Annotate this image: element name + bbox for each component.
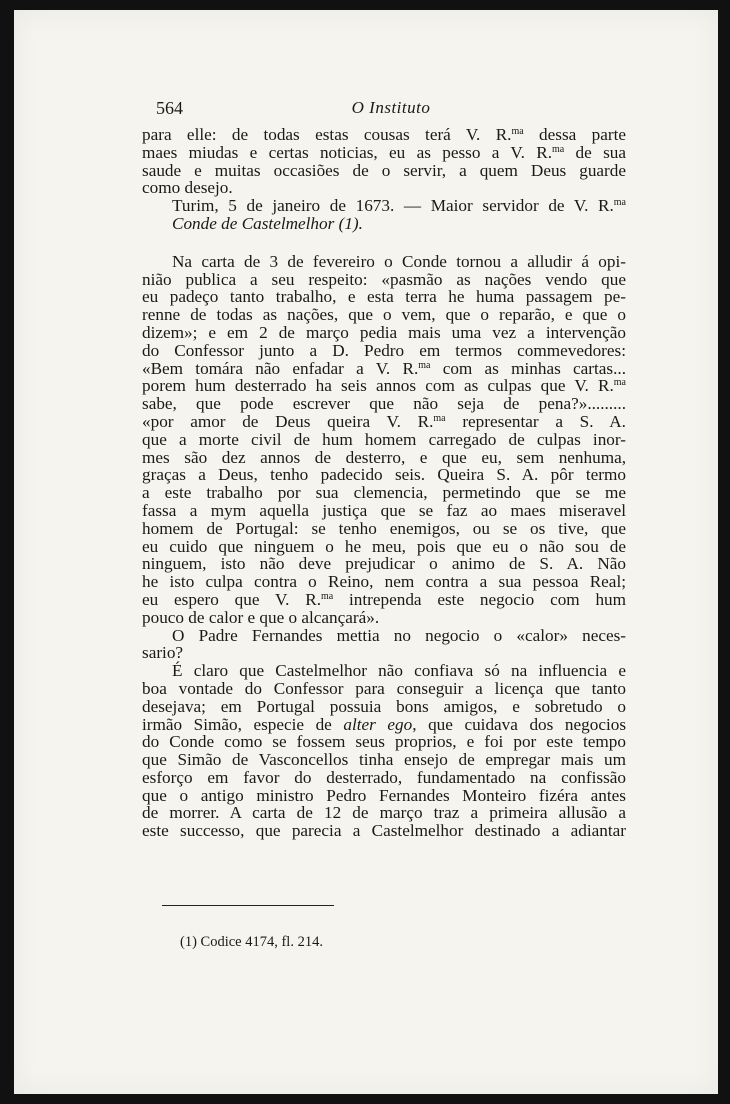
text-line: porem hum desterrado ha seis annos com as culpas que V. R.$^{ma}$	[142, 376, 626, 396]
text-line: que Simão de Vasconcellos tinha ensejo de empregar mais um	[142, 750, 626, 770]
text-line: pouco de calor e que o alcançará».	[142, 607, 380, 627]
footnote: (1) Codice 4174, fl. 214.	[180, 934, 323, 950]
text-line: sabe, que pode escrever que não seja de pena?».........	[142, 394, 626, 414]
paragraph-second	[142, 253, 626, 627]
text-line: maes miudas e certas noticias, eu as pesso a V. R.$^{ma}$ de sua	[142, 142, 626, 162]
text-line: para elle: de todas estas cousas terá V. R.$^{ma}$ dessa parte	[142, 125, 626, 144]
signature: Conde de Castelmelhor (1).	[172, 213, 363, 233]
running-title: O Instituto	[351, 98, 431, 117]
text-line: «Bem tomára não enfadar a V. R.$^{ma}$ com as minhas cartas...	[142, 358, 626, 378]
text-line: do Confessor junto a D. Pedro em termos commevedores:	[142, 340, 626, 360]
dateline: Turim, 5 de janeiro de 1673. — Maior servidor de V. R.$^{ma}$	[172, 196, 626, 216]
text-line: eu padeço tanto trabalho, e esta terra he huma passagem pe-	[142, 287, 626, 307]
text-line: irmão Simão, especie de alter ego, que cuidava dos negocios	[142, 714, 627, 734]
text-line: dizem»; e em 2 de março pedia mais uma vez a intervenção	[142, 322, 626, 342]
text-line: saude e muitas occasiões de o servir, a quem Deus guarde	[142, 160, 626, 180]
text-line: que o antigo ministro Pedro Fernandes Monteiro fizéra antes	[142, 785, 626, 805]
page-number: 564	[156, 98, 183, 118]
page-header	[156, 98, 626, 122]
text-line: mes são dez annos de desterro, e que eu, sem nenhuma,	[142, 447, 626, 467]
text-line: renne de todas as nações, que o vem, que o reparão, e que o	[142, 305, 626, 325]
text-line: sario?	[142, 643, 184, 663]
text-line: fassa a mym aquella justiça que se faz ao maes miseravel	[142, 500, 626, 520]
body-text	[142, 126, 626, 840]
text-line: O Padre Fernandes mettia no negocio o «calor» neces-	[172, 625, 626, 645]
text-line: esforço em favor do desterrado, fundamentado na confissão	[142, 767, 626, 787]
text-line: eu espero que V. R.$^{ma}$ intrependa este negocio com hum	[142, 589, 627, 609]
paragraph-letter-closing	[142, 126, 626, 233]
text-line: he isto culpa contra o Reino, nem contra a sua pessoa Real;	[142, 572, 626, 592]
paragraph-gap	[142, 233, 626, 253]
text-line: como desejo.	[142, 178, 233, 198]
paragraph-fourth	[142, 662, 626, 840]
text-line: este successo, que parecia a Castelmelhor destinado a adiantar	[142, 821, 626, 841]
text-line: homem de Portugal: se tenho enemigos, ou se os tive, que	[142, 518, 626, 538]
text-line: nião publica a seu respeito: «pasmão as nações vendo que	[142, 269, 626, 289]
text-line: a este trabalho por sua clemencia, permetindo que se me	[142, 483, 626, 503]
paragraph-third	[142, 627, 626, 663]
text-line: «por amor de Deus queira V. R.$^{ma}$ representar a S. A.	[142, 411, 626, 431]
text-line: que a morte civil de hum homem carregado de culpas inor-	[142, 429, 626, 449]
text-line: de morrer. A carta de 12 de março traz a primeira allusão a	[142, 803, 626, 823]
text-line: ninguem, isto não deve prejudicar o animo de S. A. Não	[142, 554, 626, 574]
text-line: Na carta de 3 de fevereiro o Conde tornou a alludir á opi-	[172, 251, 626, 271]
text-line: do Conde como se fossem seus proprios, e foi por este tempo	[142, 732, 626, 752]
text-line: graças a Deus, tenho padecido seis. Queira S. A. pôr termo	[142, 465, 626, 485]
text-line: eu cuido que ninguem o he meu, pois que eu o não sou de	[142, 536, 626, 556]
text-line: boa vontade do Confessor para conseguir a licença que tanto	[142, 678, 626, 698]
text-line: desejava; em Portugal possuia bons amigos, e sobretudo o	[142, 696, 626, 716]
text-line: É claro que Castelmelhor não confiava só na influencia e	[172, 661, 626, 681]
footnote-rule	[162, 905, 334, 906]
